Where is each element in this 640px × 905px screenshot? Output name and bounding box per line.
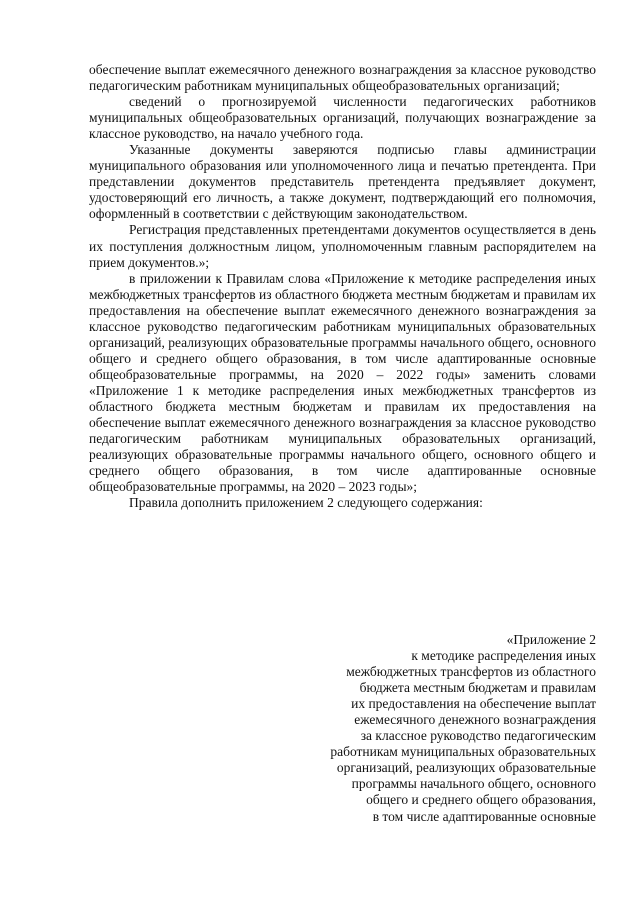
appendix-heading-line: к методике распределения иных xyxy=(411,648,596,664)
document-body xyxy=(89,62,596,511)
appendix-heading-line: организаций, реализующих образовательные xyxy=(336,760,596,776)
paragraph-payment-purpose: обеспечение выплат ежемесячного денежного вознаграждения за классное руководство педагогическим работникам муниципальных общеобразовательных организаций; xyxy=(89,62,596,94)
paragraph-add-appendix-2: Правила дополнить приложением 2 следующего содержания: xyxy=(129,495,483,511)
appendix-heading-line: «Приложение 2 xyxy=(506,632,596,647)
paragraph-document-certification: Указанные документы заверяются подписью главы администрации муниципального образования или уполномоченного лица и печатью претендента. При представлении документов представитель претендента предъявляет документ, удостоверяющий его личность, а также документ, подтверждающий его полномочия, оформленный в соответствии с действующим законодательством. xyxy=(89,142,596,222)
appendix-heading-line: их предоставления на обеспечение выплат xyxy=(351,696,596,712)
appendix-heading-line: программы начального общего, основного xyxy=(351,776,596,792)
paragraph-appendix-rename: в приложении к Правилам слова «Приложение к методике распределения иных межбюджетных трансфертов из областного бюджета местным бюджетам и правилам их предоставления на обеспечение выплат ежемесячного денежного вознаграждения за классное руководство педагогическим работникам муниципальных образовательных организаций, реализующих образовательные программы начального общего, основного общего и среднего общего образования, в том числе адаптированные основные общеобразовательные программы, на 2020 – 2022 годы» заменить словами «Приложение 1 к методике распределения иных межбюджетных трансфертов из областного бюджета местным бюджетам и правилам их предоставления на обеспечение выплат ежемесячного денежного вознаграждения за классное руководство педагогическим работникам муниципальных образовательных организаций, реализующих образовательные программы начального общего, основного общего и среднего общего образования, в том числе адаптированные основные общеобразовательные программы, на 2020 – 2023 годы»; xyxy=(89,270,596,495)
appendix-2-heading xyxy=(260,632,596,825)
appendix-heading-line: ежемесячного денежного вознаграждения xyxy=(354,712,596,728)
appendix-heading-line: межбюджетных трансфертов из областного xyxy=(346,664,596,680)
paragraph-document-registration: Регистрация представленных претендентами документов осуществляется в день их поступления должностным лицом, уполномоченным главным распорядителем на прием документов.»; xyxy=(89,222,596,270)
appendix-heading-line: работникам муниципальных образовательных xyxy=(330,744,596,760)
appendix-heading-line: бюджета местным бюджетам и правилам xyxy=(359,680,596,696)
paragraph-teacher-count-info: сведений о прогнозируемой численности педагогических работников муниципальных общеобразовательных организаций, получающих вознаграждение за классное руководство, на начало учебного года. xyxy=(89,94,596,142)
appendix-heading-line: в том числе адаптированные основные xyxy=(372,808,596,824)
appendix-heading-line: общего и среднего общего образования, xyxy=(366,792,596,808)
appendix-heading-line: за классное руководство педагогическим xyxy=(360,728,596,744)
